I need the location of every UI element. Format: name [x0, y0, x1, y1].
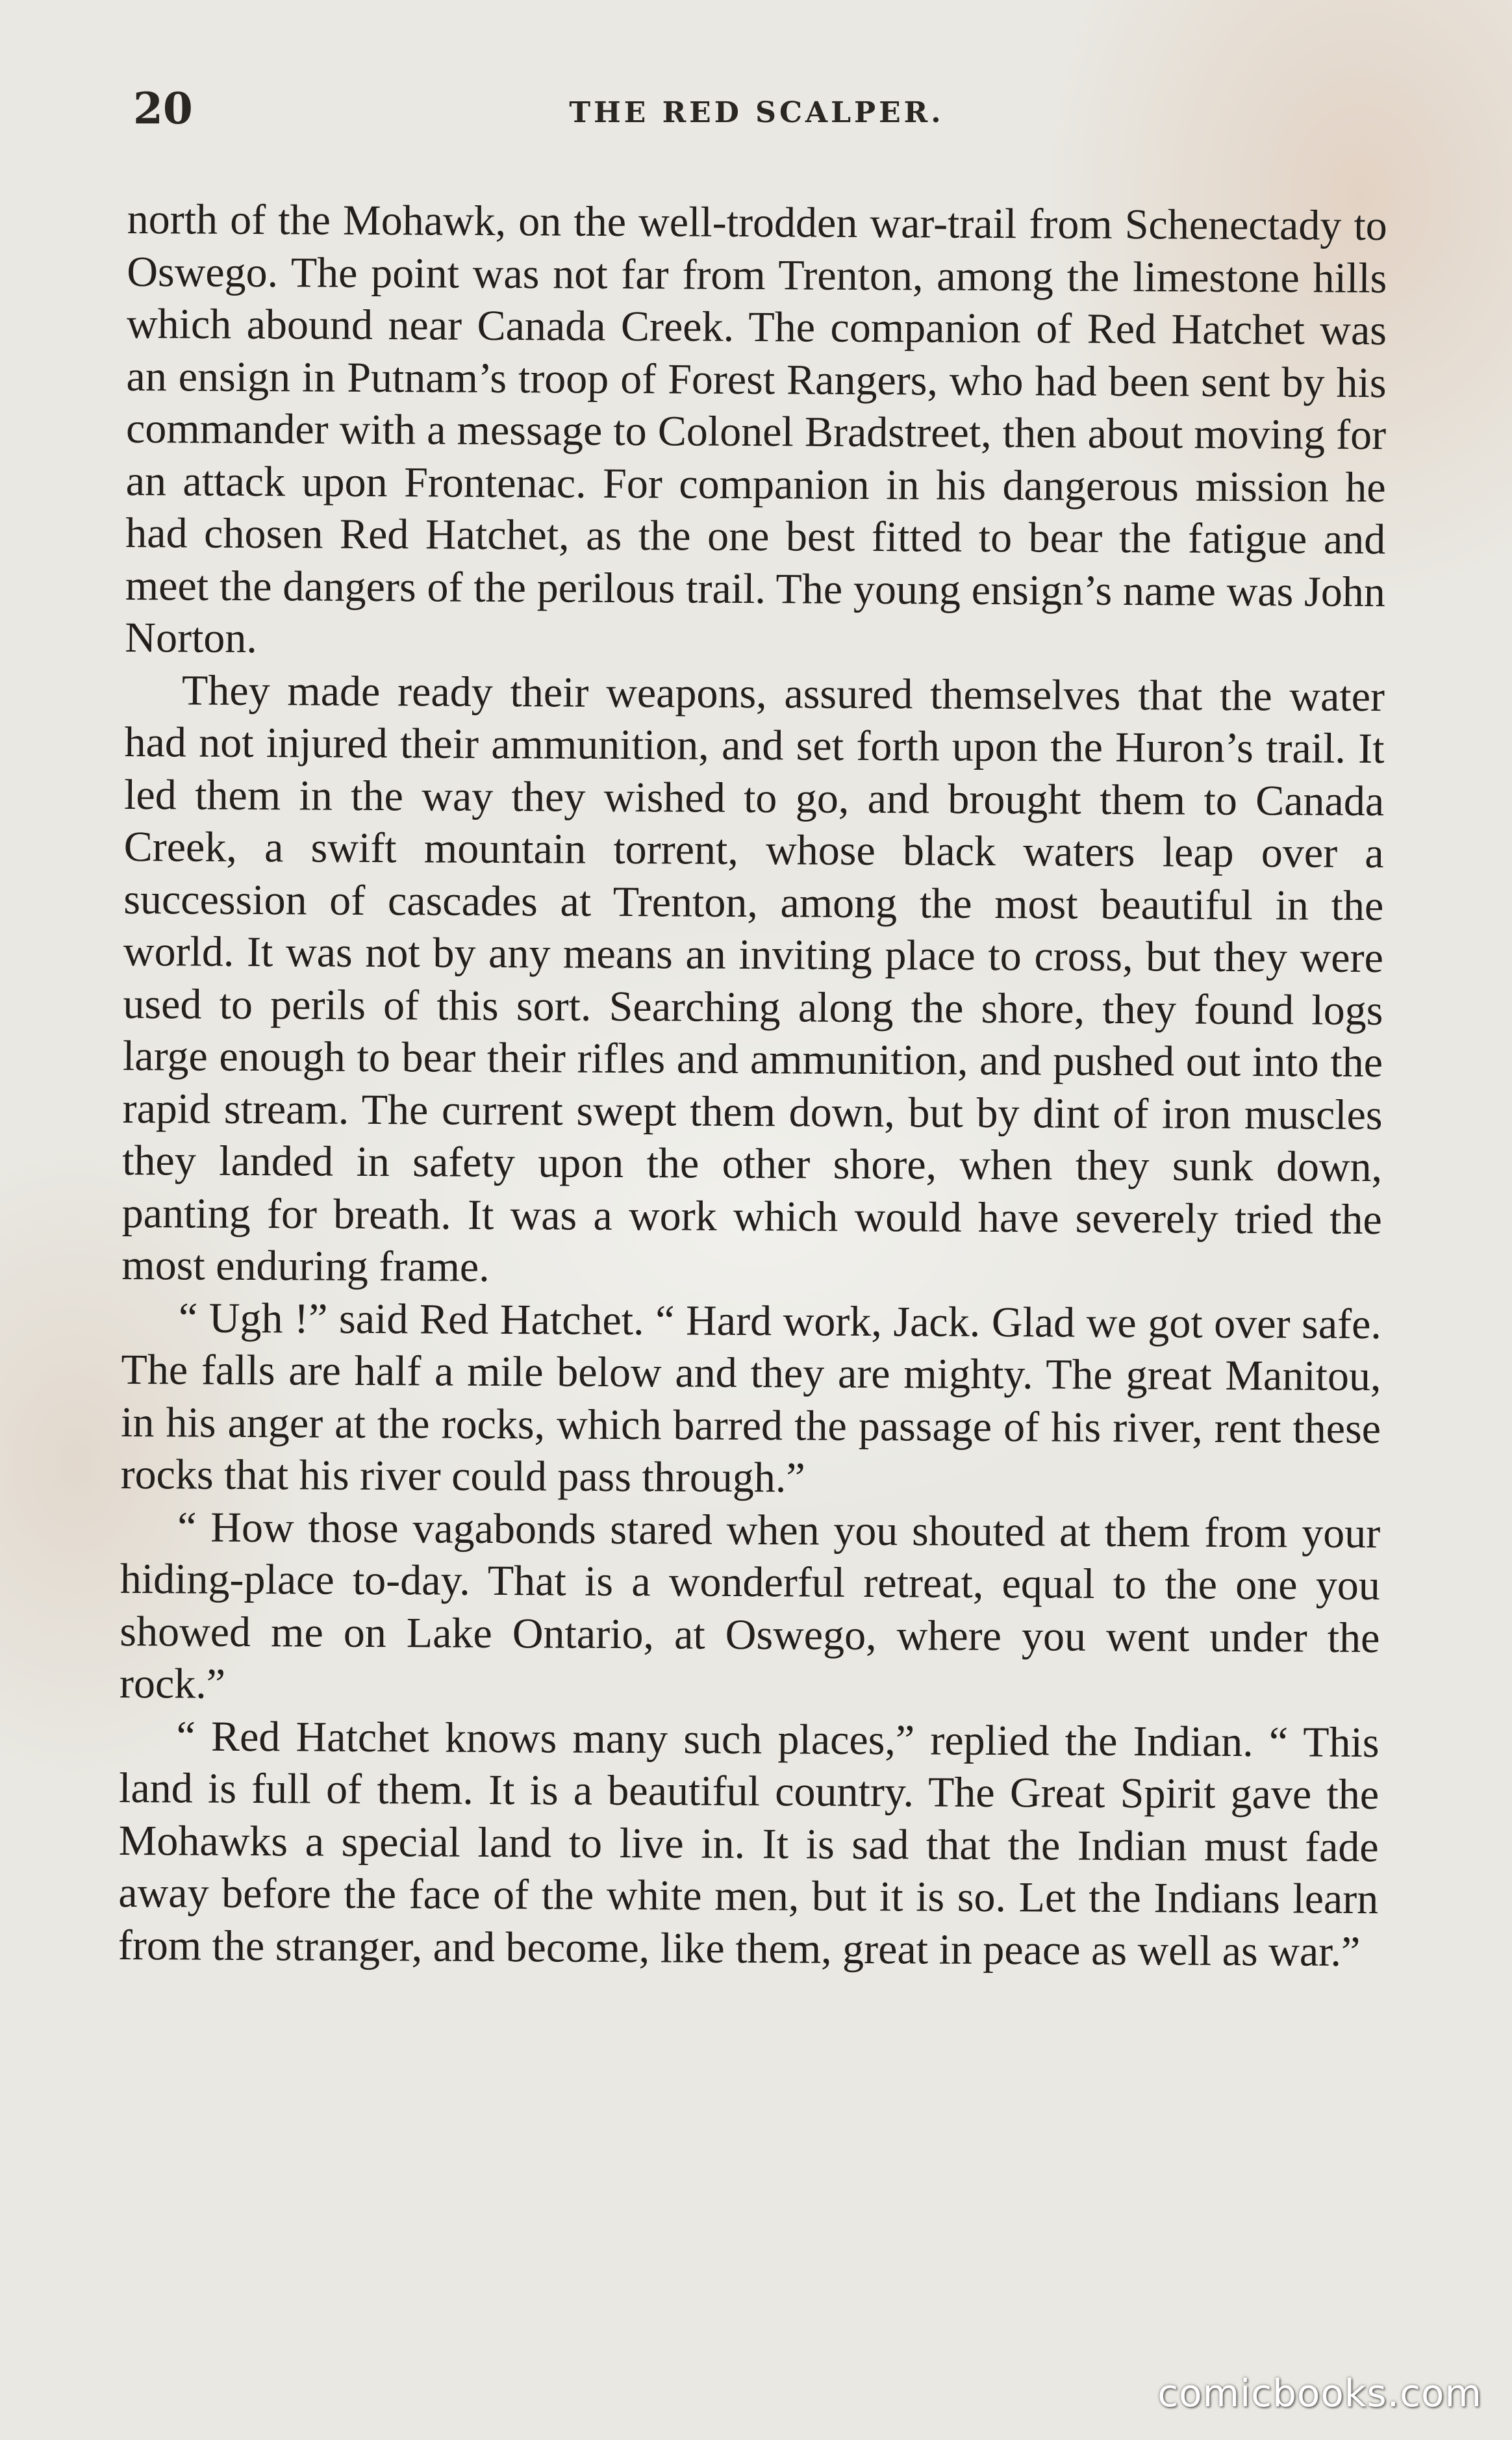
page-header — [133, 83, 1380, 155]
body-text — [118, 194, 1387, 1978]
page-number: 20 — [133, 83, 193, 134]
paragraph-1: north of the Mohawk, on the well-trodden war-trail from Schenectady to Oswego. The point was not far from Trenton, among the limestone hills which abound near Canada Creek. The companion of Red Hatchet was an ensign in Putnam’s troop of Forest Rangers, who had been sent by his commander with a message to Colonel Bradstreet, then about moving for an attack upon Frontenac. For companion in his dangerous mission he had chosen Red Hatchet, as the one best fitted to bear the fatigue and meet the dangers of the perilous trail. The young ensign’s name was John Norton. — [125, 195, 1387, 663]
running-head: THE RED SCALPER. — [569, 96, 944, 129]
paragraph-4: “ How those vagabonds stared when you shouted at them from your hiding-place to-day. That is a wonderful retreat, equal to the one you showed me on Lake Ontario, at Oswego, where you went under the rock.” — [119, 1503, 1381, 1708]
paragraph-5: “ Red Hatchet knows many such places,” replied the Indian. “ This land is full of them. It is a beautiful country. The Great Spirit gave the Mohawks a special land to live in. It is sad that the Indian must fade away before the face of the white men, but it is so. Let the Indians learn from the stranger, and become, like them, great in peace as well as war.” — [118, 1712, 1380, 1976]
paragraph-3: “ Ugh !” said Red Hatchet. “ Hard work, Jack. Glad we got over safe. The falls are half a mile below and they are mighty. The great Manitou, in his anger at the rocks, which barred the passage of his river, rent these rocks that his river could pass through.” — [120, 1293, 1382, 1502]
watermark: comicbooks.com — [1157, 2371, 1482, 2415]
paragraph-2: They made ready their weapons, assured themselves that the water had not injured their ammunition, and set forth upon the Huron’s trail. It led them in the way they wished to go, and brought them to Canada Creek, a swift mountain torrent, whose black waters leap over a succession of cascades at Trenton, among the most beautiful in the world. It was not by any means an inviting place to cross, but they were used to perils of this sort. Searching along the shore, they found logs large enough to bear their rifles and ammunition, and pushed out into the rapid stream. The current swept them down, but by dint of iron muscles they landed in safety upon the other shore, when they sunk down, panting for breath. It was a work which would have severely tried the most enduring frame. — [121, 666, 1385, 1291]
